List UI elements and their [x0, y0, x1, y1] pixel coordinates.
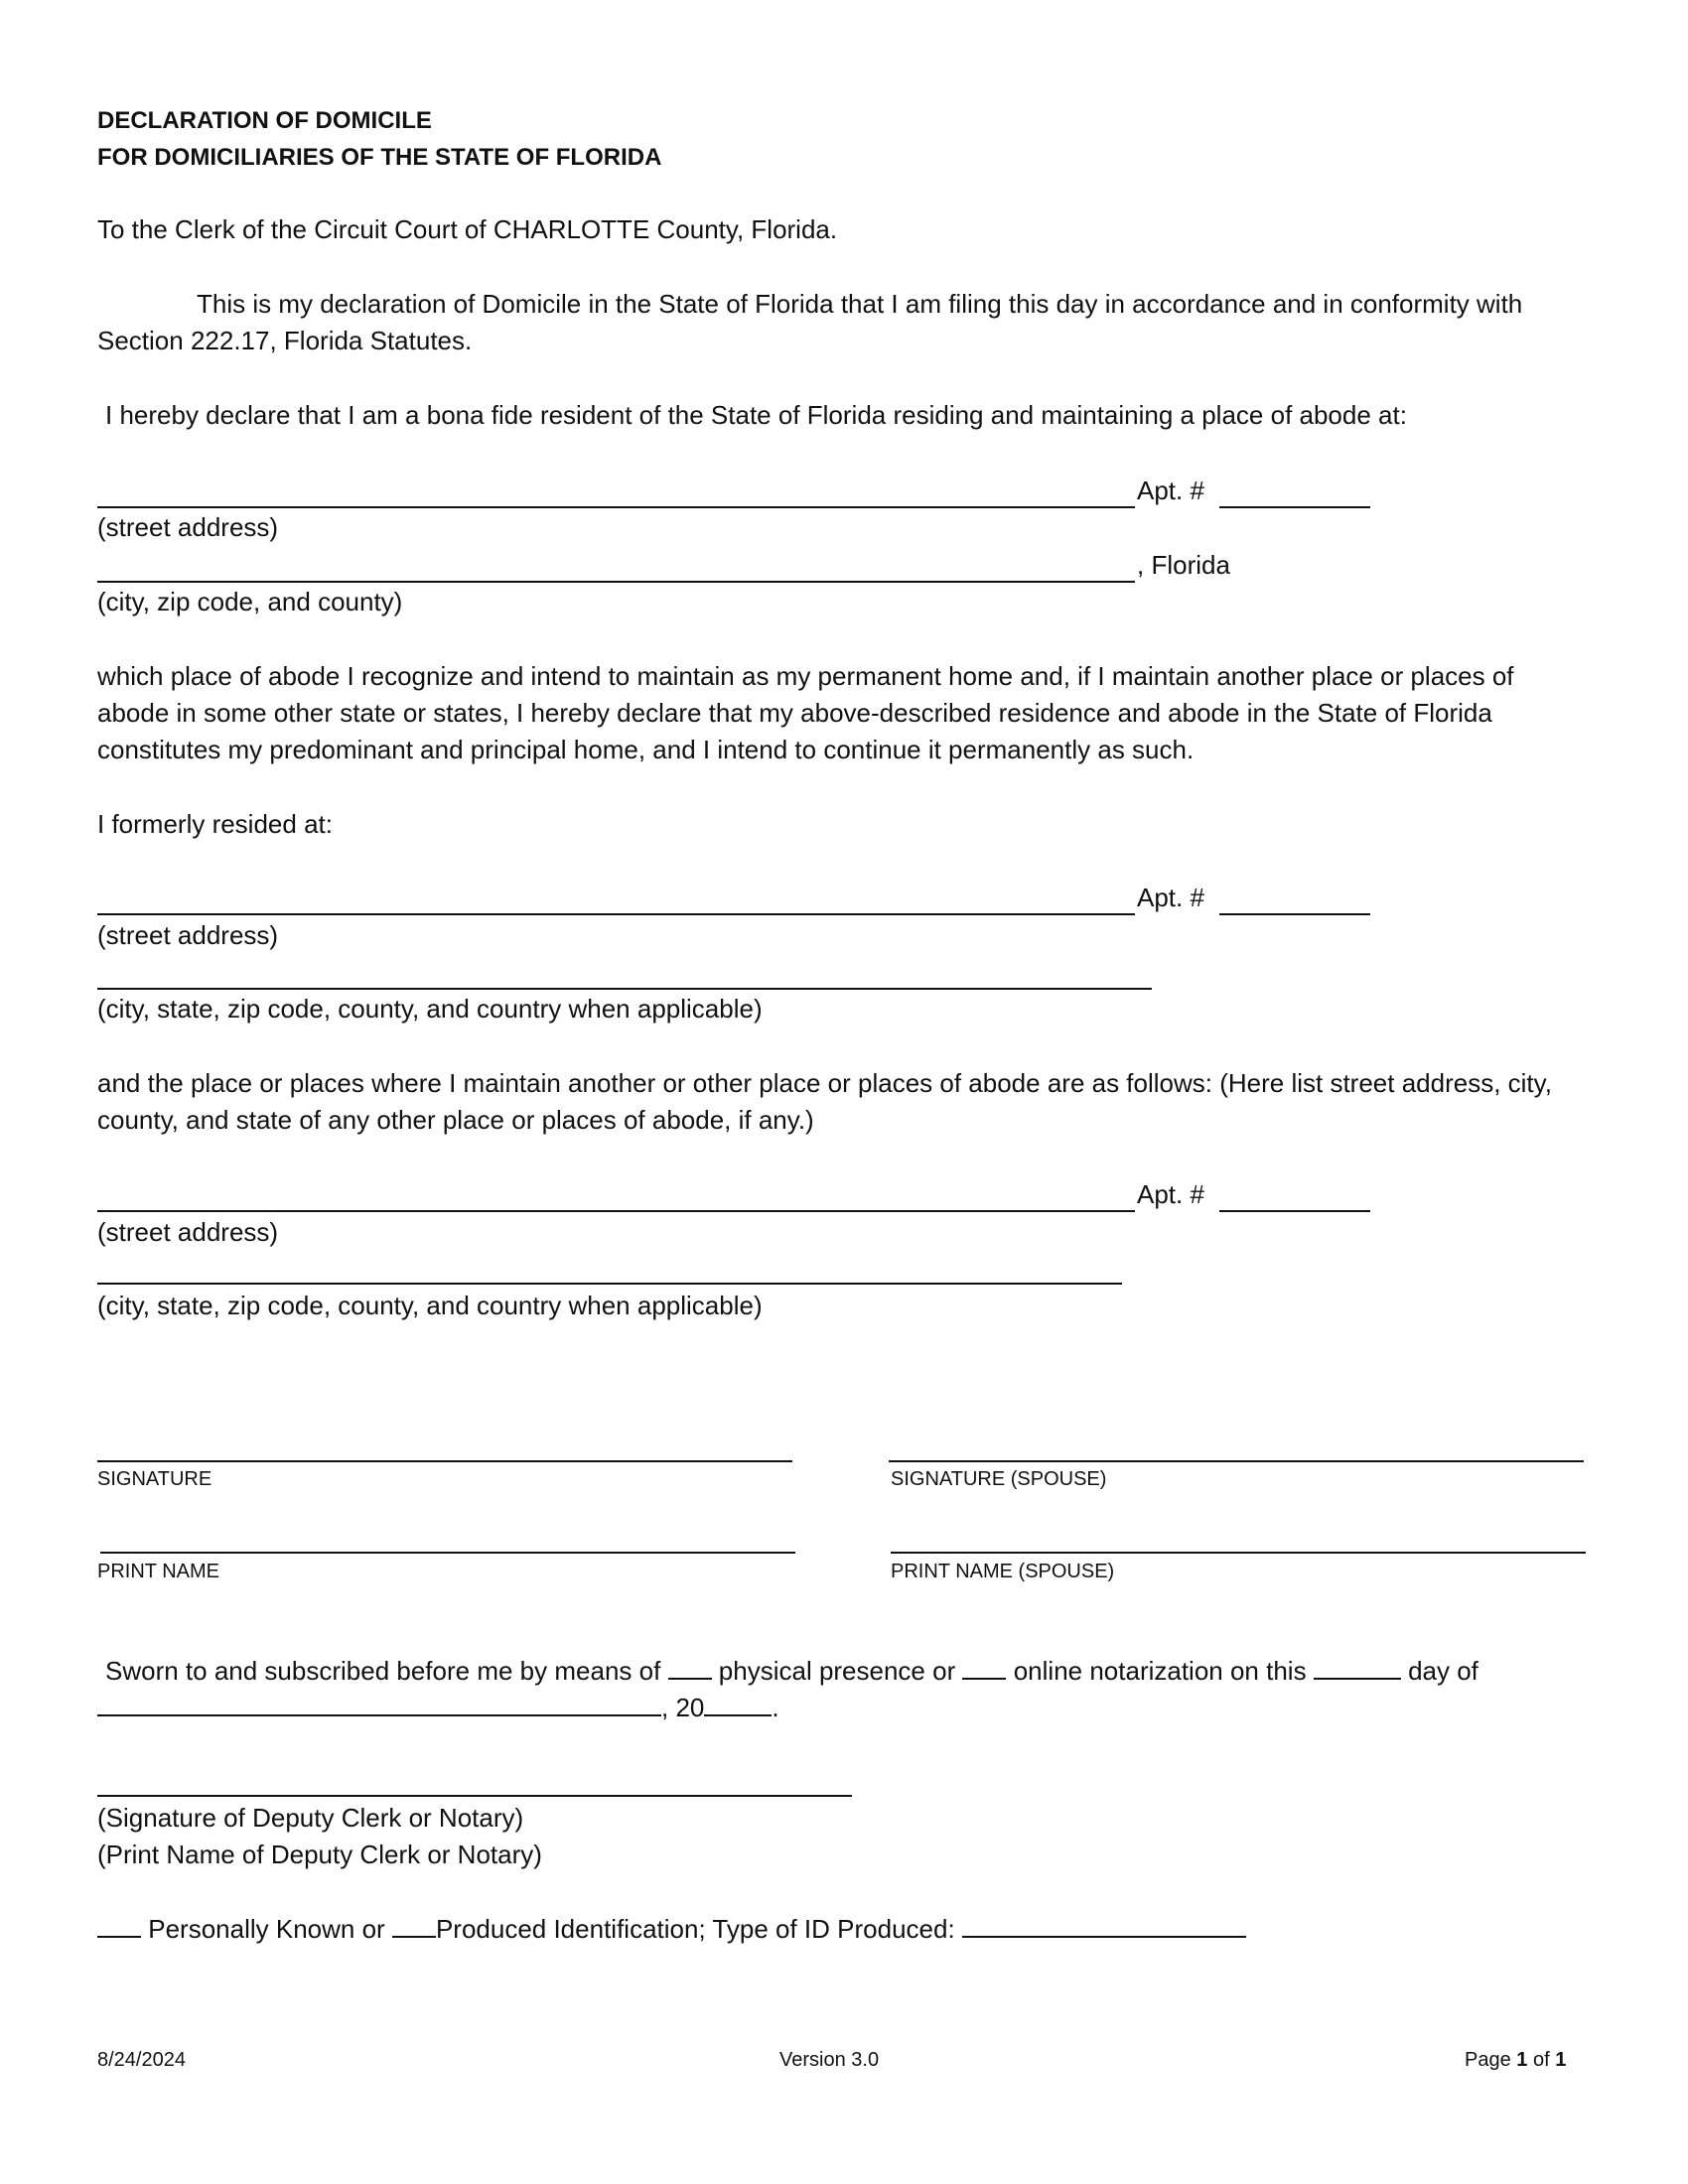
footer-date: 8/24/2024: [97, 2049, 186, 2071]
personally-known-blank[interactable]: [97, 1912, 141, 1938]
footer-page-number: [1465, 2049, 1566, 2072]
current-street-line[interactable]: [97, 506, 1135, 508]
former-apt-label: Apt. #: [1137, 883, 1204, 912]
former-street-line[interactable]: [97, 913, 1135, 915]
form-subtitle: FOR DOMICILIARIES OF THE STATE OF FLORIDA: [97, 144, 662, 171]
addressee: To the Clerk of the Circuit Court of CHARLOTTE County, Florida.: [97, 214, 838, 244]
day-blank[interactable]: [1314, 1654, 1401, 1680]
month-year-line: [97, 1690, 779, 1726]
permanent-home-paragraph: which place of abode I recognize and intend to maintain as my permanent home and, if I maintain another place or places of abode in some other state or states, I hereby declare that my above-described residence and abode in the State of Florida constitutes my predominant and principal home, and I intend to continue it permanently as such.: [97, 661, 1514, 764]
sworn-text-c: online notarization on this: [1013, 1656, 1307, 1686]
former-city-line[interactable]: [97, 988, 1152, 990]
declaration-paragraph: This is my declaration of Domicile in the State of Florida that I am filing this day in accordance and in conformity with Section 222.17, Florida Statutes.: [97, 289, 1523, 355]
former-city-caption: (city, state, zip code, county, and country when applicable): [97, 994, 763, 1024]
signature-spouse-line[interactable]: [889, 1460, 1584, 1462]
form-title: DECLARATION OF DOMICILE: [97, 107, 432, 134]
other-apt-line[interactable]: [1219, 1210, 1370, 1212]
resident-statement: I hereby declare that I am a bona fide resident of the State of Florida residing and maintaining a place of abode at:: [105, 400, 1407, 430]
id-type-blank[interactable]: [962, 1912, 1246, 1938]
former-street-caption: (street address): [97, 920, 279, 950]
other-abode-paragraph: and the place or places where I maintain another or other place or places of abode are as follows: (Here list street address, city, county, and state of any other place or places of abode, if any.): [97, 1068, 1552, 1135]
identification-line: [97, 1911, 1246, 1948]
of-word: of: [1532, 2049, 1550, 2071]
sworn-text-b: physical presence or: [718, 1656, 956, 1686]
signature-spouse-label: SIGNATURE (SPOUSE): [891, 1468, 1107, 1490]
personally-known-text: Personally Known or: [148, 1914, 385, 1944]
formerly-label: I formerly resided at:: [97, 809, 333, 839]
produced-id-blank[interactable]: [392, 1912, 436, 1938]
signature-line[interactable]: [97, 1460, 792, 1462]
notary-print-caption: (Print Name of Deputy Clerk or Notary): [97, 1840, 542, 1869]
former-apt-line[interactable]: [1219, 913, 1370, 915]
year-blank[interactable]: [704, 1691, 772, 1716]
produced-id-text: Produced Identification; Type of ID Produced:: [435, 1914, 955, 1944]
page-total: 1: [1555, 2049, 1567, 2071]
florida-suffix: , Florida: [1137, 550, 1230, 580]
page-current: 1: [1516, 2049, 1528, 2071]
other-apt-label: Apt. #: [1137, 1179, 1204, 1209]
month-blank[interactable]: [97, 1691, 661, 1716]
current-city-line[interactable]: [97, 581, 1135, 583]
sworn-line: [105, 1653, 1478, 1690]
notary-signature-caption: (Signature of Deputy Clerk or Notary): [97, 1803, 524, 1833]
sworn-text-a: Sworn to and subscribed before me by means of: [105, 1656, 661, 1686]
current-city-caption: (city, zip code, and county): [97, 587, 403, 616]
sworn-text-d: day of: [1408, 1656, 1478, 1686]
year-suffix: .: [772, 1693, 779, 1722]
current-street-caption: (street address): [97, 512, 279, 542]
page-word: Page: [1465, 2049, 1511, 2071]
other-street-caption: (street address): [97, 1217, 279, 1247]
print-name-spouse-label: PRINT NAME (SPOUSE): [891, 1561, 1115, 1582]
physical-presence-blank[interactable]: [668, 1654, 712, 1680]
other-city-line[interactable]: [97, 1283, 1122, 1285]
year-prefix: , 20: [661, 1693, 705, 1722]
current-apt-line[interactable]: [1219, 506, 1370, 508]
current-apt-label: Apt. #: [1137, 476, 1204, 505]
footer-version: Version 3.0: [779, 2049, 880, 2071]
notary-signature-line[interactable]: [97, 1795, 852, 1797]
print-name-line[interactable]: [100, 1552, 795, 1554]
print-name-label: PRINT NAME: [97, 1561, 219, 1582]
online-notarization-blank[interactable]: [962, 1654, 1006, 1680]
other-street-line[interactable]: [97, 1210, 1135, 1212]
print-name-spouse-line[interactable]: [891, 1552, 1586, 1554]
other-city-caption: (city, state, zip code, county, and country when applicable): [97, 1291, 763, 1320]
signature-label: SIGNATURE: [97, 1468, 212, 1490]
